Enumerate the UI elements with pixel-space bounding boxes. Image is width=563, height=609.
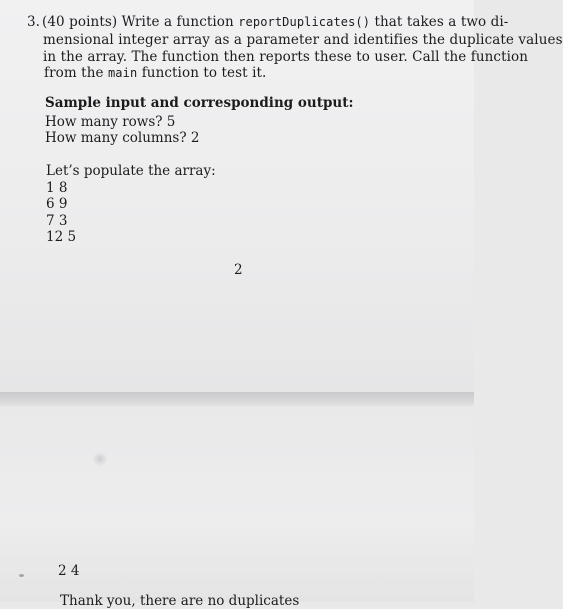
cutoff-text xyxy=(60,593,300,609)
problem-line-3: in the array. The function then reports these to user. Call the function xyxy=(43,49,529,65)
line-1-prefix: (40 points) Write a function xyxy=(42,14,239,30)
array-row-2: 6 9 xyxy=(46,196,68,212)
line-4-prefix: from the xyxy=(44,65,108,81)
paper-speck xyxy=(19,574,24,577)
cutoff-text-inner: Thank you, there are no duplicates xyxy=(60,593,300,609)
array-row-5: 2 4 xyxy=(58,563,80,579)
line-4-suffix: function to test it. xyxy=(137,65,267,81)
page-number: 2 xyxy=(234,262,243,278)
main-name: main xyxy=(107,66,138,80)
line-1-suffix: that takes a two di- xyxy=(370,14,509,30)
populate-text: Let’s populate the array: xyxy=(46,163,216,179)
array-row-1: 1 8 xyxy=(46,180,68,196)
function-name: reportDuplicates() xyxy=(238,15,371,29)
paper-smudge xyxy=(92,452,108,466)
array-row-4: 12 5 xyxy=(46,229,77,245)
problem-line-1 xyxy=(42,14,508,30)
page-separator xyxy=(0,392,474,406)
sample-heading: Sample input and corresponding output: xyxy=(45,95,354,111)
problem-line-4 xyxy=(44,65,266,81)
rows-prompt: How many rows? 5 xyxy=(45,114,176,130)
cols-prompt: How many columns? 2 xyxy=(45,130,200,146)
problem-number: 3. xyxy=(27,14,40,30)
array-row-3: 7 3 xyxy=(46,213,68,229)
problem-line-2: mensional integer array as a parameter and identifies the duplicate values xyxy=(43,32,563,48)
